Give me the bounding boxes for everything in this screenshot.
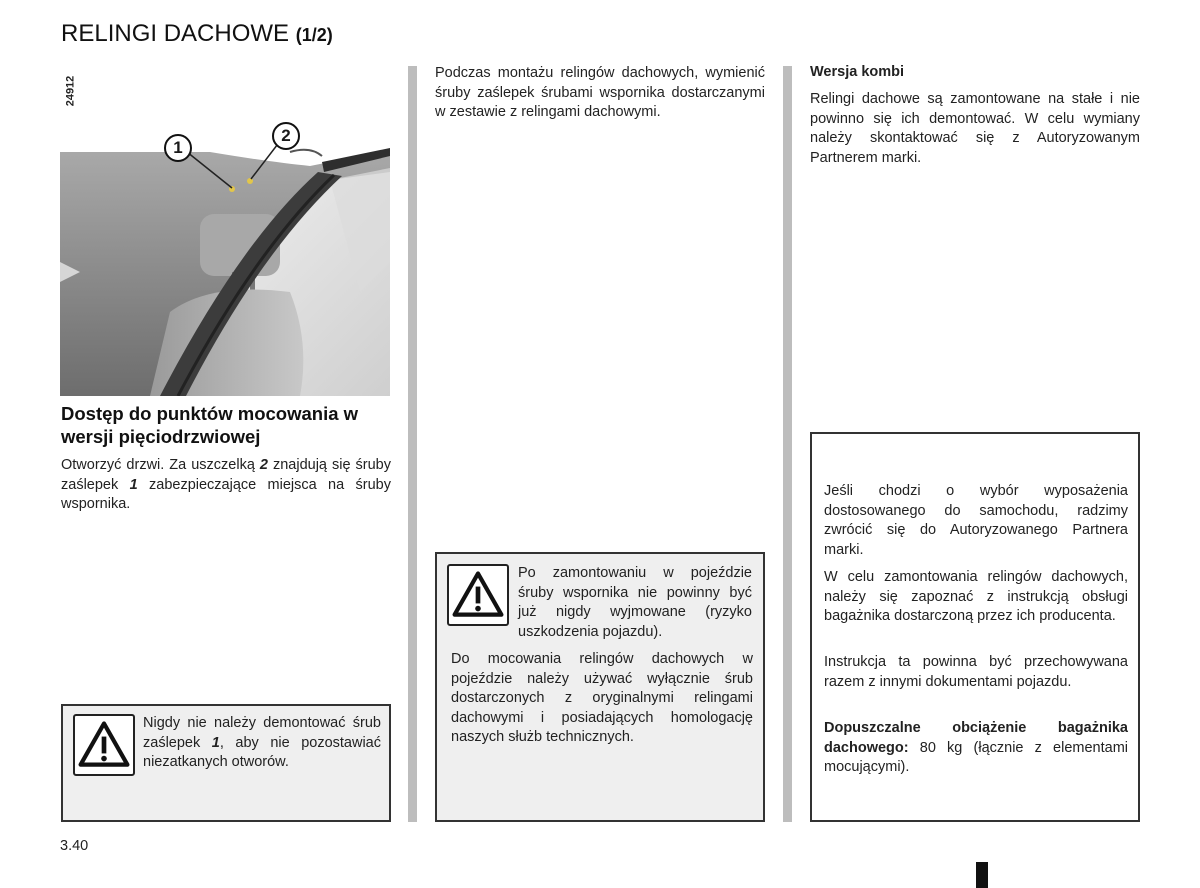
warning-triangle-icon — [447, 564, 509, 626]
column-separator-2 — [783, 66, 792, 822]
figure-code — [57, 75, 87, 111]
ref-1: 1 — [129, 476, 138, 493]
warning-box-bolts — [435, 552, 765, 822]
page-number: 3.40 — [60, 838, 89, 854]
warning-text-a: Nigdy nie należy demontować śrub zaślepek — [143, 715, 381, 751]
access-paragraph — [61, 456, 391, 515]
callout-2: 2 — [272, 122, 300, 150]
note-keep-manual: Instrukcja ta powinna być przechowywana razem z innymi dokumentami pojazdu. — [824, 654, 1128, 690]
page-title — [61, 20, 333, 48]
access-text-a: Otworzyć drzwi. Za uszczelką — [61, 457, 260, 473]
max-load-value: 80 kg (łącznie z elementami mocującymi). — [824, 739, 1128, 775]
warning-text-screws — [143, 714, 381, 773]
title-text: RELINGI DACHOWE — [61, 20, 290, 47]
warning-box-screws — [61, 704, 391, 822]
warning-text-bolts: Po zamontowaniu w pojeździe śruby wspornika nie powinny być już nigdy wyjmowane (ryzyko uszkodzenia pojazdu). — [518, 565, 752, 640]
column-separator-1 — [408, 66, 417, 822]
warning-triangle-icon — [73, 714, 135, 776]
warning-text-b: , aby nie pozostawiać niezatkanych otworów. — [143, 734, 381, 770]
car-roof-illustration — [60, 122, 390, 396]
note-installation: W celu zamontowania relingów dachowych, należy się zapoznać z instrukcją obsługi bagażnika dostarczoną przez ich producenta. — [824, 569, 1128, 624]
warning-ref-1: 1 — [211, 734, 220, 751]
note-box-equipment — [810, 432, 1140, 822]
kombi-paragraph: Relingi dachowe są zamontowane na stałe i nie powinno się ich demontować. W celu wymiany należy skontaktować się z Autoryzowanym Partnerem marki. — [810, 91, 1140, 166]
section-heading-kombi: Wersja kombi — [810, 64, 905, 80]
ref-2: 2 — [259, 457, 268, 473]
note-equipment: Jeśli chodzi o wybór wyposażenia dostosowanego do samochodu, radzimy zwrócić się do Autoryzowanego Partnera marki. — [824, 483, 1128, 558]
figure-code-text: 24912 — [64, 75, 77, 107]
chapter-tab-marker — [976, 862, 988, 888]
roof-photo — [60, 122, 390, 396]
warning-text-homologation: Do mocowania relingów dachowych w pojeździe należy używać wyłącznie śrub dostarczonych z oryginalnymi relingami dachowymi i posiadających homologację naszych służb technicznych. — [451, 651, 753, 745]
section-heading-access: Dostęp do punktów mocowania w wersji pięciodrzwiowej — [61, 403, 359, 447]
title-part: (1/2) — [295, 25, 333, 45]
max-load-label: Dopuszczalne obciążenie bagażnika dachowego: — [824, 720, 1128, 756]
access-text-b: znajdują się śruby zaślepek — [61, 457, 391, 493]
access-text-c: zabezpieczające miejsca na śruby wspornika. — [61, 476, 391, 512]
callout-1: 1 — [164, 134, 192, 162]
note-max-load — [824, 719, 1128, 778]
mounting-paragraph: Podczas montażu relingów dachowych, wymienić śruby zaślepek śrubami wspornika dostarczanymi w zestawie z relingami dachowymi. — [435, 65, 765, 120]
